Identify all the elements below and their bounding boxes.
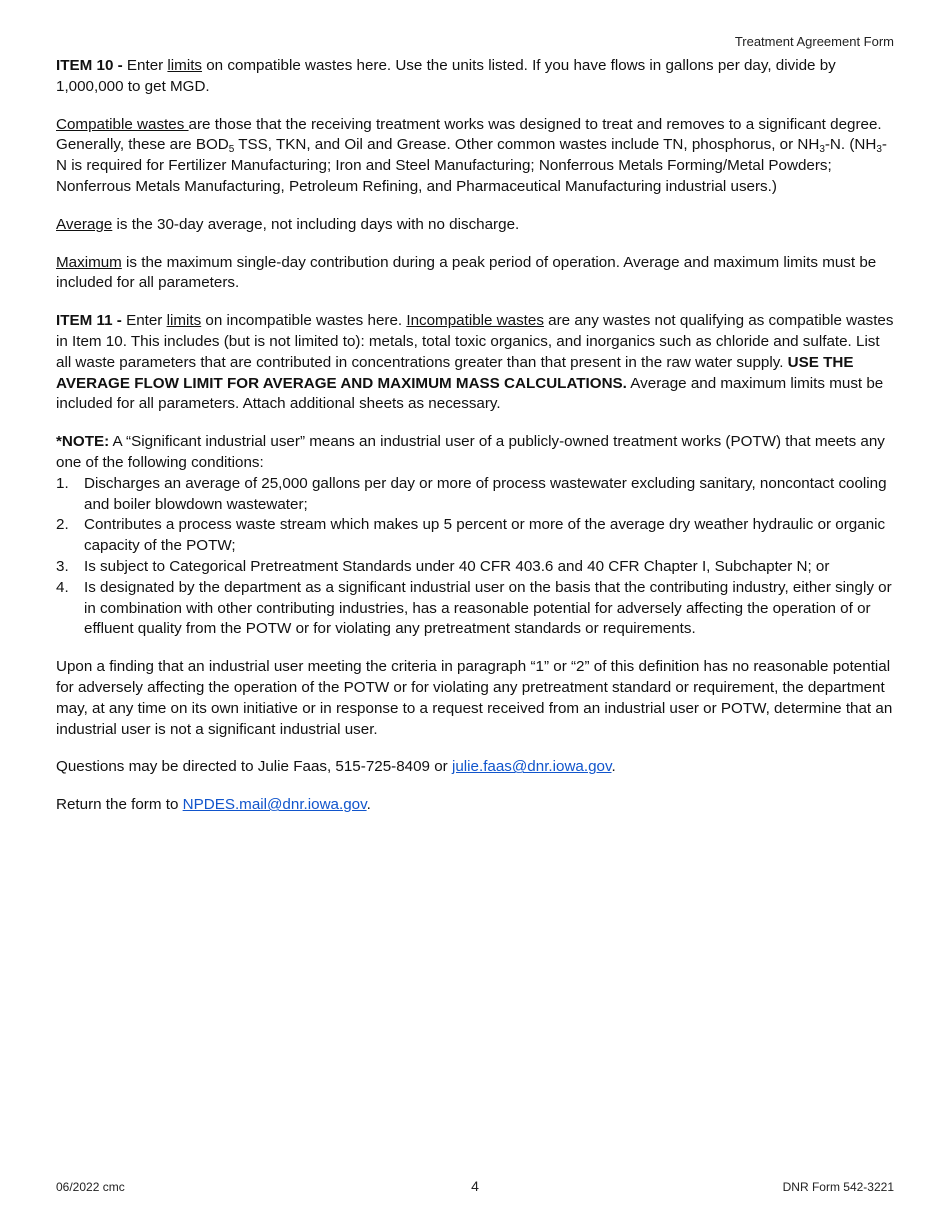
compatible-text-3: -N. (NH [824,136,877,154]
npdes-email-link[interactable]: NPDES.mail@dnr.iowa.gov [182,796,367,814]
list-item-number: 4. [56,578,69,596]
return-form-paragraph [56,795,894,816]
contact-email-link[interactable]: julie.faas@dnr.iowa.gov [451,758,612,776]
item10-limits-term: limits [167,57,203,74]
average-text: is the 30-day average, not including days with no discharge. [112,215,520,233]
finding-paragraph: Upon a finding that an industrial user meeting the criteria in paragraph “1” or “2” of this definition has no reasonable potential for adversely affecting the operation of the POTW or for violating any pretreatment standard or requirement, the department may, at any time on its own initiative or in response to a request received from an industrial user or POTW, determine that an industrial user is not a significant industrial user. [56,658,893,738]
compatible-text-2: TSS, TKN, and Oil and Grease. Other common wastes include TN, phosphorus, or NH [234,136,820,154]
item10-text-2: on compatible wastes here. Use the units listed. If you have flows in gallons per day, divide by 1,000,000 to get MGD. [56,57,836,95]
nh3-subscript: 3 [819,144,825,156]
nh3-subscript-2: 3 [876,144,882,156]
item10-label: ITEM 10 - [56,57,123,74]
list-item [56,557,894,578]
note-label: *NOTE: [56,433,110,451]
list-item [56,474,894,516]
item11-bold-instruction: USE THE AVERAGE FLOW LIMIT FOR AVERAGE AND MAXIMUM MASS CALCULATIONS. [56,353,854,392]
return-form-end: . [366,796,371,814]
list-item [56,578,894,640]
document-body [56,56,894,833]
item11-label: ITEM 11 - [56,312,122,330]
note-text: A “Significant industrial user” means an industrial user of a publicly-owned treatment works (POTW) that meets any one of the following conditions: [56,433,885,471]
item11-text-1: Enter [121,312,167,330]
item10-paragraph [56,56,894,98]
list-item-number: 2. [56,516,69,534]
item11-paragraph [56,311,894,415]
list-item-text: Is designated by the department as a significant industrial user on the basis that the contributing industry, either singly or in combination with other contributing industries, has a reasonable potential for adversely affecting the operation of or effluent quality from the POTW or for violating any pretreatment standards or requirements. [84,578,892,638]
footer-date: 06/2022 cmc [56,1180,125,1194]
page-number: 4 [471,1178,479,1194]
list-item-text: Discharges an average of 25,000 gallons per day or more of process wastewater excluding sanitary, noncontact cooling and boiler blowdown wastewater; [84,474,887,513]
incompatible-wastes-term: Incompatible wastes [406,312,544,330]
maximum-text: is the maximum single-day contribution during a peak period of operation. Average and maximum limits must be included for all parameters. [56,253,877,292]
maximum-paragraph [56,253,894,295]
list-item-text: Is subject to Categorical Pretreatment Standards under 40 CFR 403.6 and 40 CFR Chapter I, Subchapter N; or [84,557,830,575]
average-term: Average [56,215,113,233]
note-intro [56,432,894,474]
questions-paragraph [56,757,894,778]
item11-limits-term: limits [166,312,202,330]
item11-text-3: are any wastes not qualifying as compatible wastes in Item 10. This includes (but is not limited to): metals, total toxic organics, and inorganics such as chloride and sulfate. List all waste parameters that are contributed in concentrations greater than that present in the raw water supply. [56,312,894,371]
average-paragraph [56,215,894,236]
compatible-wastes-paragraph [56,115,894,198]
maximum-term: Maximum [56,253,122,271]
compatible-wastes-term: Compatible wastes [56,115,189,133]
item11-text-2: on incompatible wastes here. [201,312,407,330]
bod-subscript: 5 [228,144,235,156]
return-form-text: Return the form to [56,796,183,814]
compatible-text-4: -N is required for Fertilizer Manufacturing; Iron and Steel Manufacturing; Nonferrous Metals Forming/Metal Powders; Nonferrous Metals Manufacturing, Petroleum Refining, and Pharmaceutical Manufacturing industrial users.) [56,136,887,195]
questions-end: . [611,758,616,776]
list-item [56,515,894,557]
list-item-number: 3. [56,557,69,575]
list-item-number: 1. [56,474,69,492]
list-item-text: Contributes a process waste stream which makes up 5 percent or more of the average dry weather hydraulic or organic capacity of the POTW; [84,516,886,555]
questions-text: Questions may be directed to Julie Faas, 515-725-8409 or [56,758,452,776]
compatible-text-1: are those that the receiving treatment works was designed to treat and removes to a significant degree. Generally, these are BOD [56,115,882,154]
form-name-header: Treatment Agreement Form [734,34,894,49]
note-section [56,432,894,640]
item10-text-1: Enter [122,57,168,74]
conditions-list [56,474,894,640]
footer-form-number: DNR Form 542-3221 [782,1180,894,1194]
item11-text-4: Average and maximum limits must be included for all parameters. Attach additional sheets as necessary. [56,374,884,413]
